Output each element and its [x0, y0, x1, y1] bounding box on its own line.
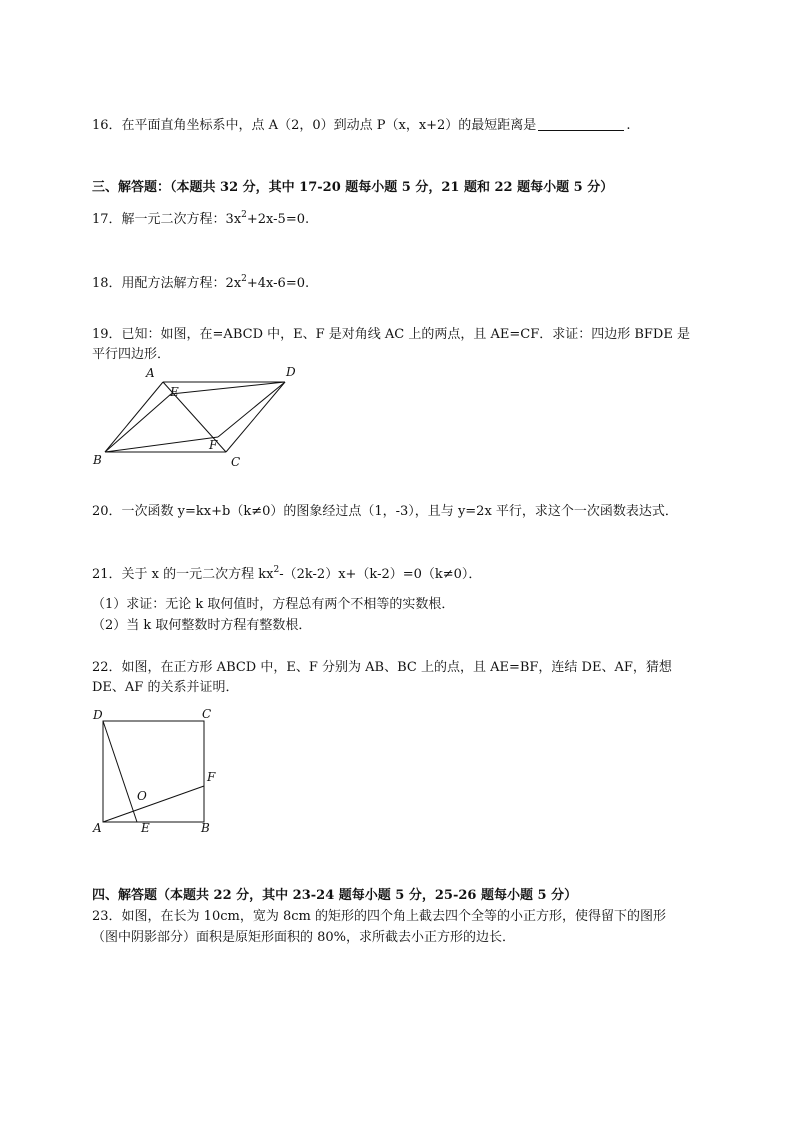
- label-E: E: [170, 385, 179, 399]
- question-21-exponent: 2: [273, 565, 280, 575]
- answer-blank: [538, 118, 624, 131]
- label-A: A: [146, 366, 155, 380]
- label-O: O: [137, 789, 147, 803]
- label-E: E: [141, 821, 150, 835]
- question-22-line-2: DE、AF 的关系并证明．: [92, 680, 239, 695]
- question-18-post: +4x-6=0.: [246, 276, 310, 291]
- label-F: F: [207, 770, 216, 784]
- question-17-exponent: 2: [241, 210, 247, 220]
- question-23-line-1: 23．如图，在长为 10cm，宽为 8cm 的矩形的四个角上截去四个全等的小正方形，使得留下的图形: [92, 909, 666, 924]
- question-21-post: -（2k-2）x+（k-2）=0（k≠0）．: [279, 567, 482, 582]
- question-16-end: .: [626, 118, 631, 133]
- label-B: B: [201, 821, 210, 835]
- question-23-line-2: （图中阴影部分）面积是原矩形面积的 80%，求所截去小正方形的边长．: [92, 930, 516, 945]
- question-22-line-1: 22．如图，在正方形 ABCD 中，E、F 分别为 AB、BC 上的点，且 AE=BF，连结 DE、AF，猜想: [92, 660, 672, 675]
- parallelogram-figure: [88, 362, 318, 469]
- question-20: 20．一次函数 y=kx+b（k≠0）的图象经过点（1，-3），且与 y=2x 平行，求这个一次函数表达式．: [92, 504, 678, 519]
- label-C: C: [202, 707, 212, 721]
- question-17-pre: 17．解一元二次方程：3x: [92, 212, 242, 227]
- question-18: [92, 275, 309, 293]
- question-18-exponent: 2: [241, 274, 247, 284]
- label-D: D: [93, 708, 103, 722]
- question-17: [92, 211, 309, 229]
- question-21-pre: 21．关于 x 的一元二次方程 kx: [92, 567, 274, 582]
- question-18-pre: 18．用配方法解方程：2x: [92, 276, 242, 291]
- label-A: A: [93, 821, 102, 835]
- question-17-post: +2x-5=0.: [246, 212, 310, 227]
- question-19-line-2: 平行四边形．: [92, 347, 171, 362]
- label-F: F: [209, 438, 218, 452]
- label-C: C: [231, 455, 241, 469]
- question-21-part-1: （1）求证：无论 k 取何值时，方程总有两个不相等的实数根．: [92, 597, 455, 612]
- question-16-text: 16．在平面直角坐标系中，点 A（2，0）到动点 P（x，x+2）的最短距离是: [92, 118, 537, 133]
- label-D: D: [286, 365, 296, 379]
- label-B: B: [93, 453, 102, 467]
- section-3-heading: 三、解答题：（本题共 32 分，其中 17-20 题每小题 5 分，21 题和 22 题每小题 5 分）: [92, 180, 614, 195]
- question-21: [92, 566, 481, 584]
- question-16: [92, 117, 630, 135]
- question-19-line-1: 19．已知：如图，在=ABCD 中，E、F 是对角线 AC 上的两点，且 AE=CF．求证：四边形 BFDE 是: [92, 327, 690, 342]
- section-4-heading: 四、解答题（本题共 22 分，其中 23-24 题每小题 5 分，25-26 题每小题 5 分）: [92, 888, 578, 903]
- question-21-part-2: （2）当 k 取何整数时方程有整数根．: [92, 618, 312, 633]
- square-figure: [88, 704, 228, 834]
